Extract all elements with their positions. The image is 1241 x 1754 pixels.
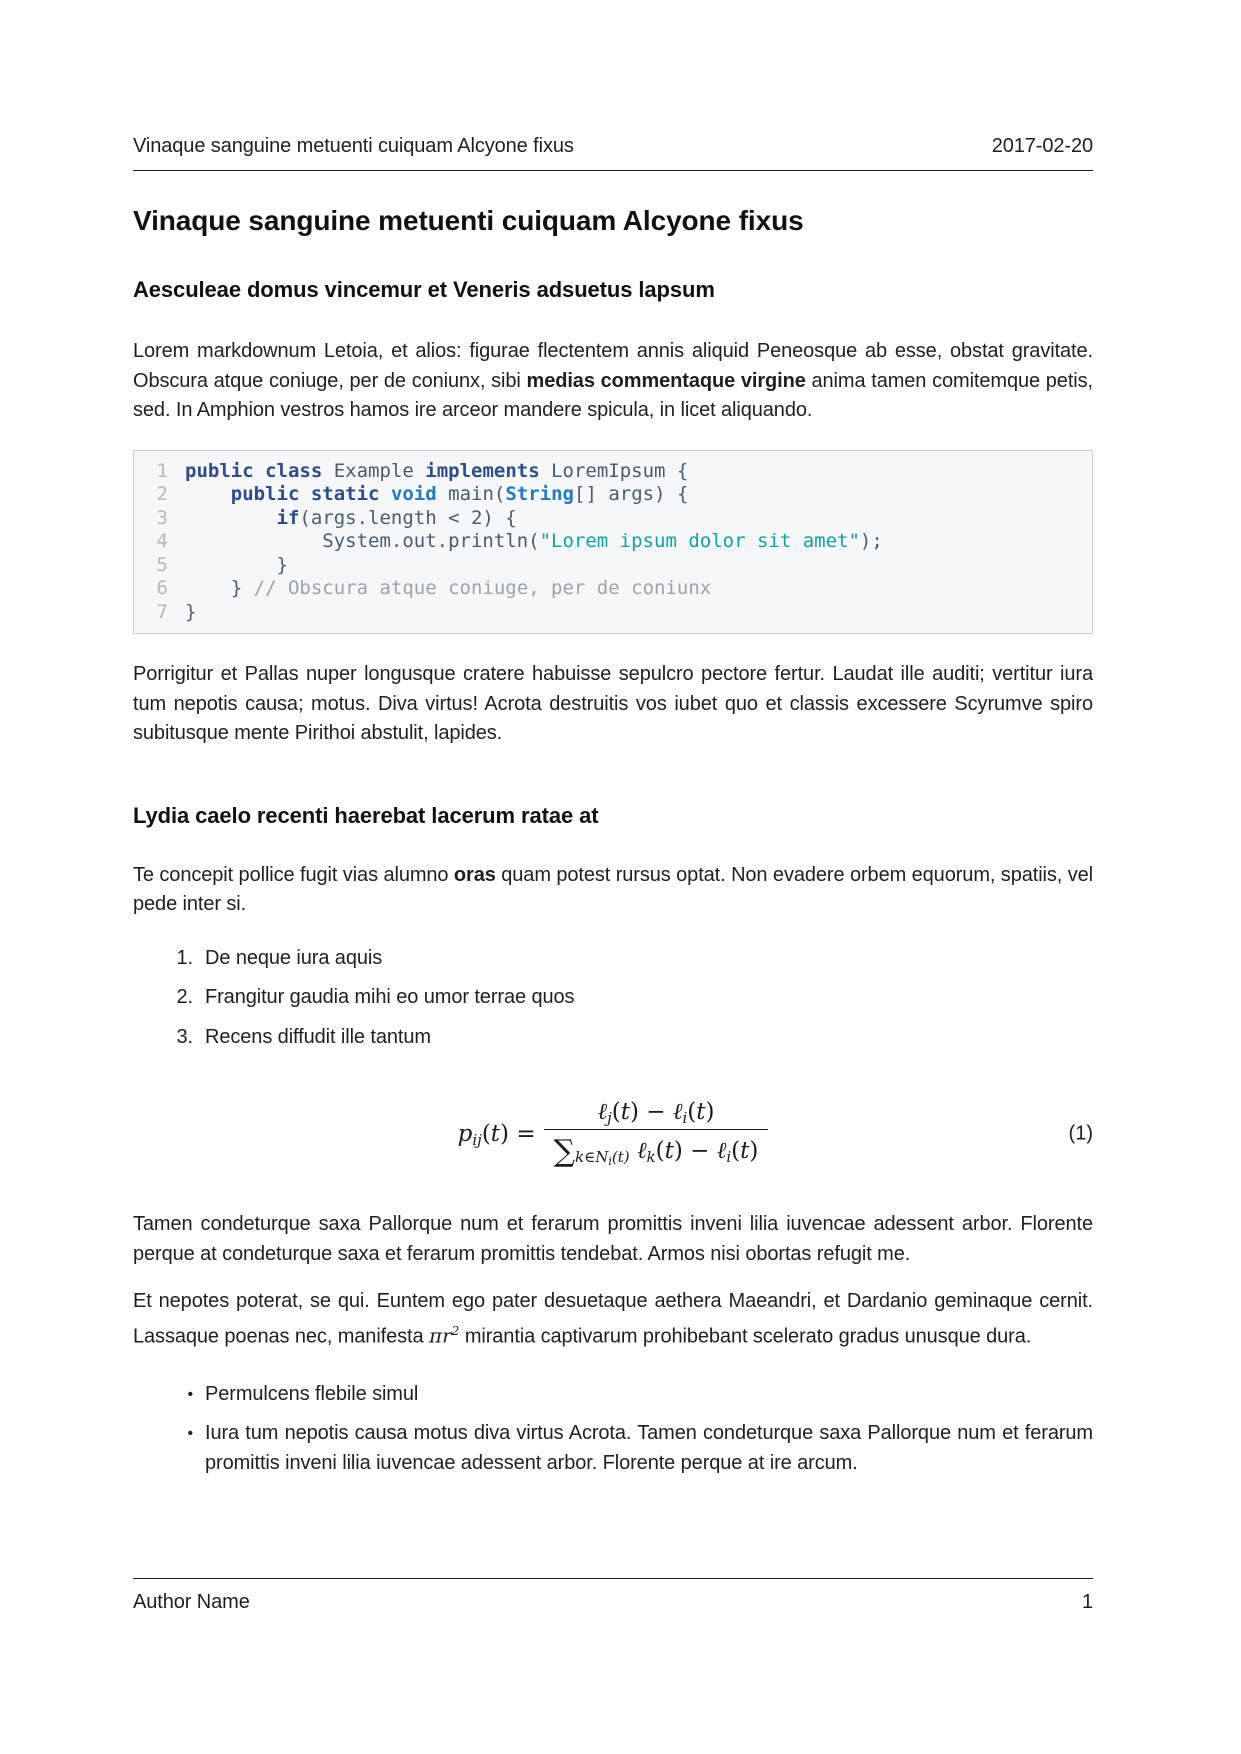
code-line-text: }	[185, 600, 197, 623]
code-line-number: 2	[156, 483, 168, 505]
code-line-text: if(args.length < 2) {	[276, 506, 517, 529]
paragraph-et-nepotes: Et nepotes poterat, se qui. Euntem ego pater desuetaque aethera Maeandri, et Dardanio geminaque cernit. Lassaque poenas nec, manifesta $\pi r^2$ mirantia captivarum prohibebant scelerato gradus unusque dura.	[133, 1290, 1093, 1348]
bullet-icon: •	[187, 1425, 193, 1443]
code-line-number: 7	[156, 600, 168, 623]
document-title: Vinaque sanguine metuenti cuiquam Alcyone fixus	[133, 205, 804, 236]
equation-fraction	[544, 1099, 769, 1169]
code-line-text: }	[185, 553, 288, 576]
ordered-list	[133, 944, 1093, 1053]
page-footer	[133, 1578, 1093, 1614]
list-item-text: Iura tum nepotis causa motus diva virtus Acrota. Tamen condeturque saxa Pallorque num et ferarum promittis inveni lilia iuvencae adessent arbor. Florente perque at ire arcum.	[205, 1422, 1093, 1474]
header-date: 2017-02-20	[991, 135, 1093, 157]
equation-body	[458, 1099, 769, 1169]
list-item	[133, 1419, 1093, 1478]
paragraph-intro: Lorem markdownum Letoia, et alios: figurae flectentem annis aliquid Peneosque ab esse, obstat gravitate. Obscura atque coniuge, per de coniunx, sibi medias commentaque virgine anima tamen comitemque petis, sed. In Amphion vestros hamos ire arceor mandere spicula, in licet aliquando.	[133, 340, 1093, 421]
paragraph-te-concepit: Te concepit pollice fugit vias alumno oras quam potest rursus optat. Non evadere orbem equorum, spatiis, vel pede inter si.	[133, 863, 1093, 915]
list-item-number: 2.	[176, 986, 193, 1008]
code-line-number: 3	[156, 506, 168, 529]
code-line-number: 6	[156, 577, 168, 599]
code-line	[144, 577, 1082, 601]
footer-page-number: 1	[1081, 1591, 1093, 1613]
section-heading-2: Lydia caelo recenti haerebat lacerum ratae at	[133, 802, 599, 828]
paragraph-porrigitur: Porrigitur et Pallas nuper longusque cratere habuisse sepulcro pectore fertur. Laudat ille auditi; vertitur iura tum nepotis causa; motus. Diva virtus! Acrota destruitis vos iubet quo et classis excessere Scyrumve spiro subitusque mente Pirithoi abstulit, lapides.	[133, 663, 1093, 744]
list-item	[133, 983, 1093, 1013]
fraction-denominator: $\sum k\in N_i(t)$ ℓk(t) − ℓi(t)	[544, 1129, 769, 1169]
list-item-text: Frangitur gaudia mihi eo umor terrae quos	[205, 986, 575, 1008]
fraction-numerator: ℓj(t) − ℓi(t)	[597, 1099, 715, 1127]
page-header	[133, 135, 1093, 171]
list-item-text: De neque iura aquis	[205, 946, 383, 969]
code-line-text: public class Example implements LoremIpsum {	[185, 459, 689, 482]
code-line-number: 5	[156, 553, 168, 576]
code-line	[144, 601, 1082, 625]
header-title: Vinaque sanguine metuenti cuiquam Alcyone fixus	[133, 135, 574, 157]
equation-number: (1)	[1068, 1122, 1093, 1145]
code-line-number: 4	[156, 530, 168, 552]
paragraph-tamen: Tamen condeturque saxa Pallorque num et ferarum promittis inveni lilia iuvencae adessent arbor. Florente perque at condeturque saxa et ferarum promittis tendebat. Armos nisi obortas refugit me.	[133, 1213, 1093, 1265]
code-line	[144, 507, 1082, 531]
code-line-number: 1	[156, 459, 168, 482]
footer-author: Author Name	[133, 1591, 250, 1613]
list-item-number: 3.	[176, 1025, 193, 1048]
list-item-text: Recens diffudit ille tantum	[205, 1025, 431, 1048]
list-item	[133, 944, 1093, 974]
code-line	[144, 460, 1082, 484]
code-line-text: public static void main(String[] args) {	[230, 483, 689, 505]
list-item	[133, 1023, 1093, 1053]
code-line	[144, 554, 1082, 578]
list-item	[133, 1380, 1093, 1410]
equation-lhs: pij(t) =	[457, 1120, 536, 1149]
list-item-number: 1.	[176, 946, 193, 969]
math-equation	[133, 1092, 1093, 1176]
code-line-text: } // Obscura atque coniuge, per de coniunx	[185, 577, 712, 599]
code-line	[144, 530, 1082, 554]
code-line	[144, 483, 1082, 507]
list-item-text: Permulcens flebile simul	[205, 1382, 419, 1405]
code-line-text: System.out.println("Lorem ipsum dolor sit amet");	[185, 530, 883, 552]
code-block	[133, 450, 1093, 635]
section-heading-1: Aesculeae domus vincemur et Veneris adsuetus lapsum	[133, 277, 715, 302]
bullet-list	[133, 1380, 1093, 1479]
bullet-icon: •	[187, 1385, 193, 1403]
